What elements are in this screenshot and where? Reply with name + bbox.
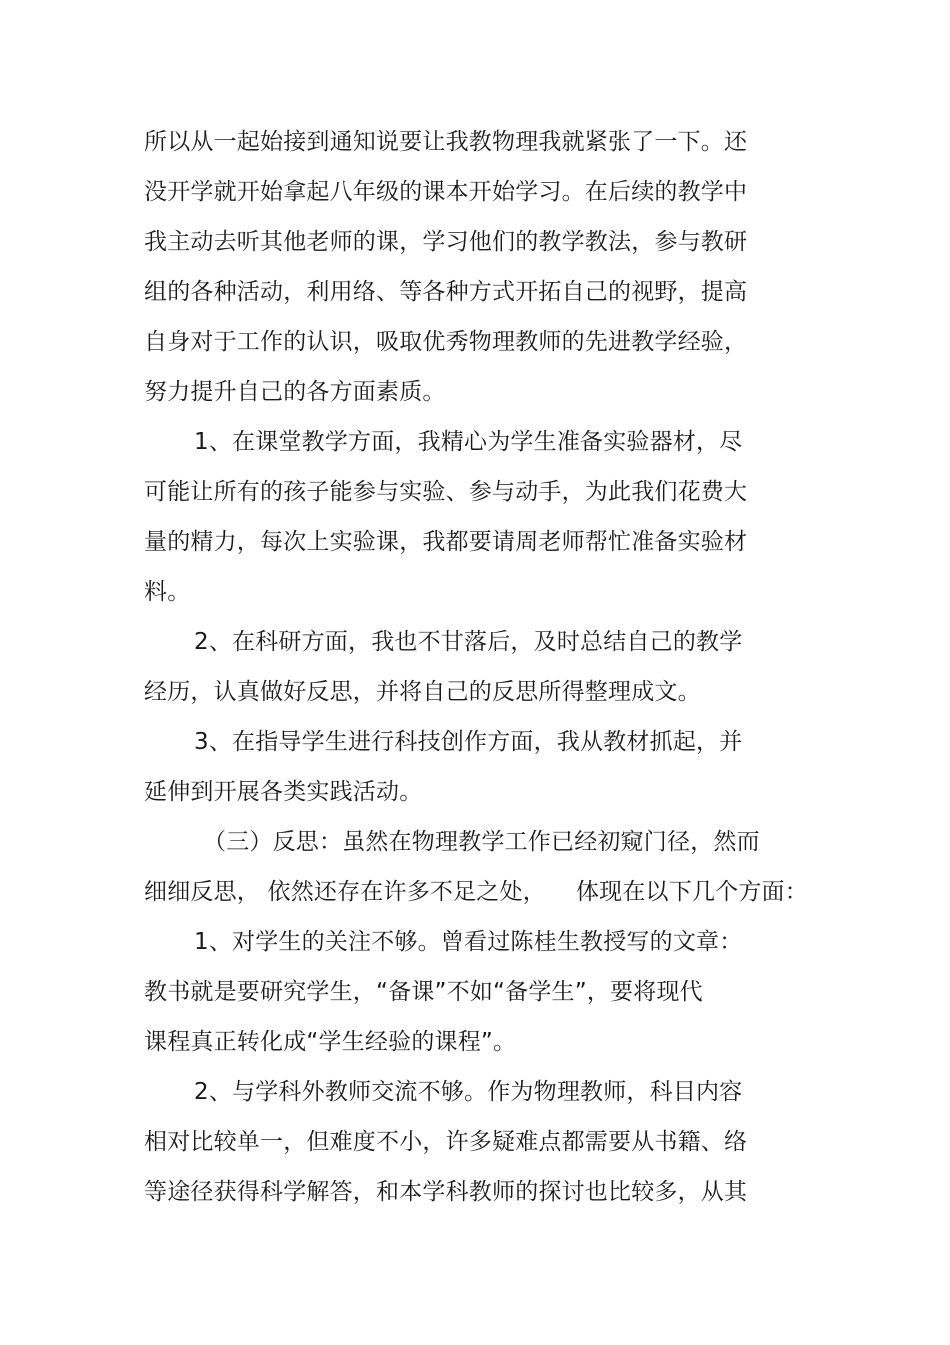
paragraph-item-2-start: 2、在科研方面，我也不甘落后，及时总结自己的教学 xyxy=(194,629,743,655)
text-line: 延伸到开展各类实践活动。 xyxy=(144,779,423,805)
text-line: 所以从一起始接到通知说要让我教物理我就紧张了一下。还 xyxy=(144,129,748,155)
text-line: 等途径获得科学解答，和本学科教师的探讨也比较多，从其 xyxy=(144,1179,748,1205)
text-line: 可能让所有的孩子能参与实验、参与动手，为此我们花费大 xyxy=(144,479,748,505)
text-line: 自身对于工作的认识，吸取优秀物理教师的先进教学经验， xyxy=(144,329,748,355)
text-line: 组的各种活动，利用络、等各种方式开拓自己的视野，提高 xyxy=(144,279,748,305)
text-line: 细细反思， 依然还存在许多不足之处， 体现在以下几个方面： xyxy=(144,879,808,905)
text-line: 教书就是要研究学生，“备课”不如“备学生”，要将现代 xyxy=(144,979,703,1005)
text-line: 经历，认真做好反思，并将自己的反思所得整理成文。 xyxy=(144,679,701,705)
text-line: 相对比较单一，但难度不小，许多疑难点都需要从书籍、络 xyxy=(144,1129,748,1155)
section-reflection-start: （三）反思：虽然在物理教学工作已经初窥门径，然而 xyxy=(203,829,760,855)
text-line: 料。 xyxy=(144,579,191,605)
text-line: 努力提升自己的各方面素质。 xyxy=(144,379,446,405)
reflection-item-2-start: 2、与学科外教师交流不够。作为物理教师，科目内容 xyxy=(194,1079,743,1105)
text-line: 我主动去听其他老师的课，学习他们的教学教法，参与教研 xyxy=(144,229,748,255)
text-line: 没开学就开始拿起八年级的课本开始学习。在后续的教学中 xyxy=(144,179,748,205)
text-line: 课程真正转化成“学生经验的课程”。 xyxy=(144,1029,517,1055)
text-line: 量的精力，每次上实验课，我都要请周老师帮忙准备实验材 xyxy=(144,529,748,555)
reflection-item-1-start: 1、对学生的关注不够。曾看过陈桂生教授写的文章： xyxy=(194,929,743,955)
paragraph-item-3-start: 3、在指导学生进行科技创作方面，我从教材抓起，并 xyxy=(194,729,743,755)
paragraph-item-1-start: 1、在课堂教学方面，我精心为学生准备实验器材，尽 xyxy=(194,429,743,455)
